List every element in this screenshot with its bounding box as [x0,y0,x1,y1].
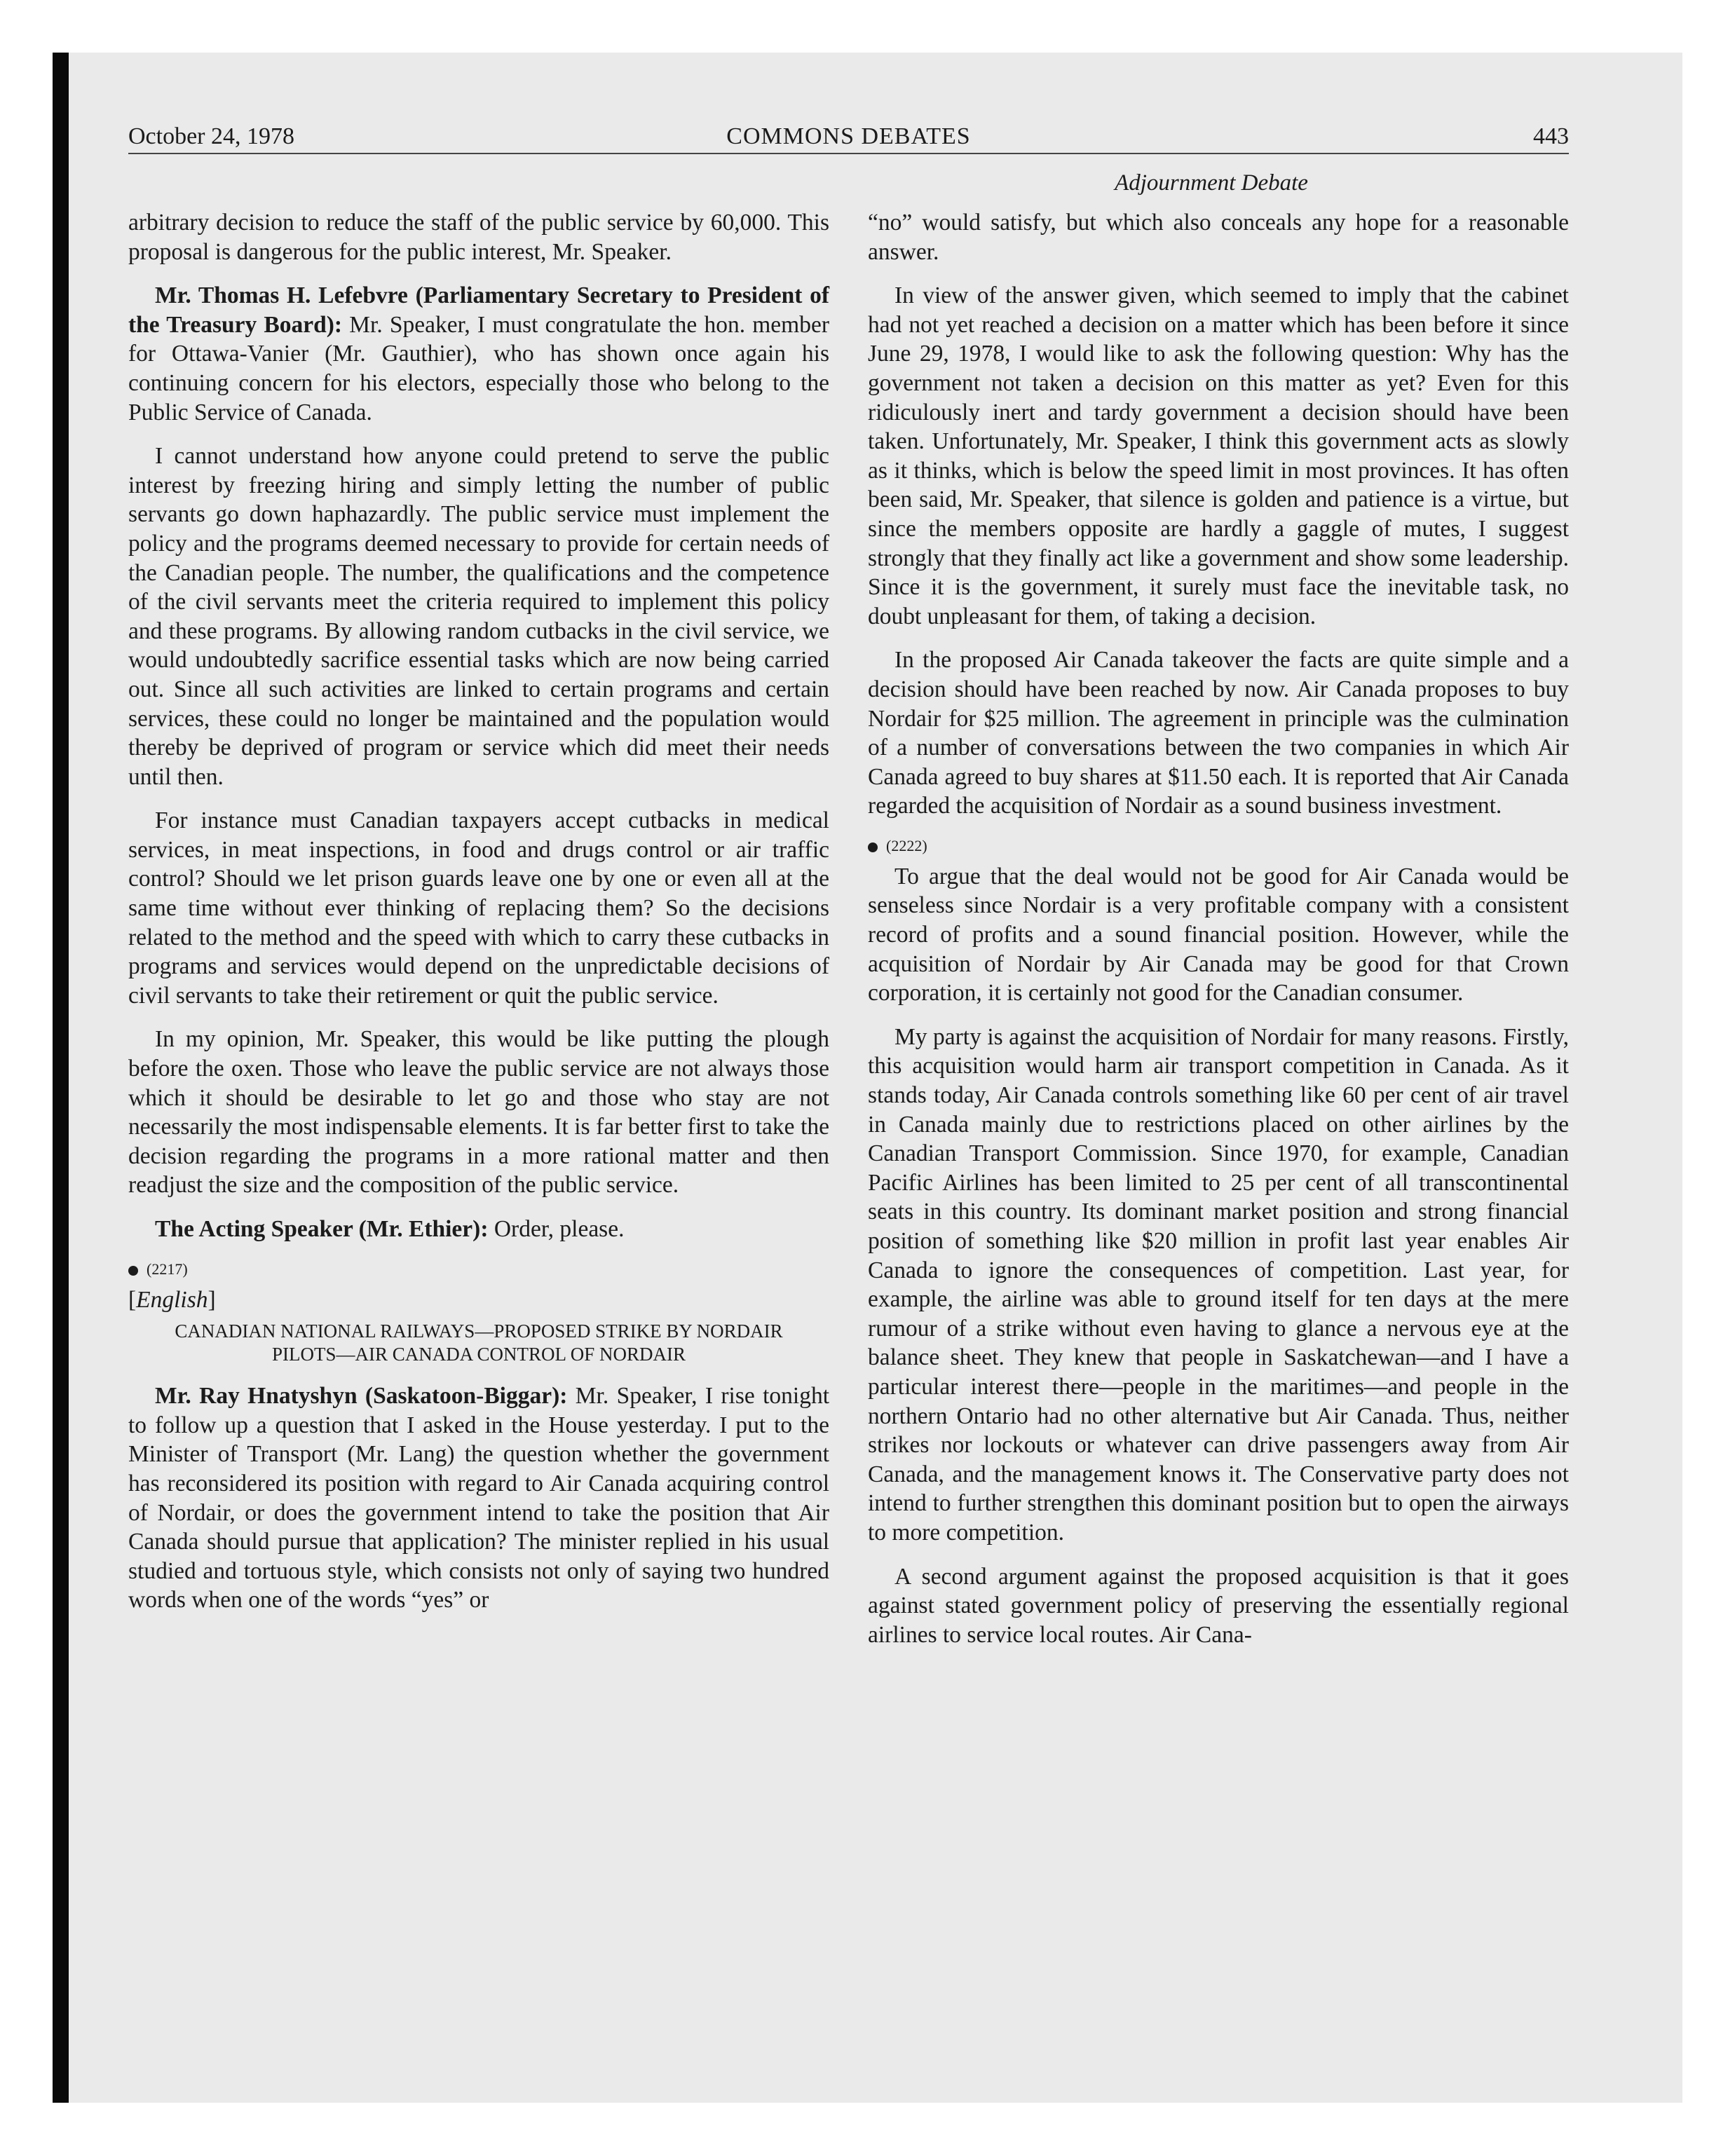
paragraph: “no” would satisfy, but which also conceals any hope for a reasonable answer. [868,210,1569,265]
section-title: Adjournment Debate [1115,170,1308,196]
time-marker [868,835,1569,857]
paragraph-text: Mr. Speaker, I must congratulate the hon. member for Ottawa-Vanier (Mr. Gauthier), who has shown once again his continuing concern for his electors, especially those who belong to the Public Service of Canada. [128,311,829,425]
right-column [868,208,1569,1664]
scan-edge [53,53,69,2103]
paragraph [128,281,829,427]
left-column [128,208,829,1630]
speaker-name: The Acting Speaker (Mr. Ethier): [155,1216,489,1242]
header-date: October 24, 1978 [128,123,295,149]
time-marker [128,1259,829,1280]
language-tag: [English] [128,1286,216,1313]
subheading: CANADIAN NATIONAL RAILWAYS—PROPOSED STRIKE BY NORDAIR PILOTS—AIR CANADA CONTROL OF NORDAIR [175,1321,783,1365]
time-marker-text: (2222) [886,836,927,854]
paragraph: My party is against the acquisition of Nordair for many reasons. Firstly, this acquisition would harm air transport competition in Canada. As it stands today, Air Canada controls something like 60 per cent of air travel in Canada mainly due to restrictions placed on other airlines by the Canadian Transport Commission. Since 1970, for example, Canadian Pacific Airlines has been limited to 25 per cent of all transcontinental seats in this country. Its dominant market position and strong financial position of something like $20 million in profit last year enables Air Canada to ignore the consequences of competition. Last year, for example, the airline was able to ground itself for ten days at the mere rumour of a strike without even having to glance a nervous eye at the balance sheet. They knew that people in Saskatchewan—and I have a particular interest there—people in the maritimes—and people in the northern Ontario had no other alternative but Air Canada. Thus, neither strikes nor lockouts or whatever can drive passengers away from Air Canada, and the management knows it. The Conservative party does not intend to further strengthen this dominant position but to open the airways to more competition. [868,1023,1569,1546]
paragraph: arbitrary decision to reduce the staff of the public service by 60,000. This proposal is dangerous for the public interest, Mr. Speaker. [128,210,829,265]
paragraph-text: Mr. Speaker, I rise tonight to follow up a question that I asked in the House yesterday. I put to the Minister of Transport (Mr. Lang) the question whether the government has reconsidered its position with regard to Air Canada acquiring control of Nordair, or does the government intend to take the position that Air Canada should pursue that application? The minister replied in his usual studied and tortuous style, which consists not only of saying two hundred words when one of the words “yes” or [128,1383,829,1613]
paragraph: In the proposed Air Canada takeover the facts are quite simple and a decision should have been reached by now. Air Canada proposes to buy Nordair for $25 million. The agreement in principle was the culmination of a number of conversations between the two companies in which Air Canada agreed to buy shares at $11.50 each. It is reported that Air Canada regarded the acquisition of Nordair as a sound business investment. [868,647,1569,819]
page-header [128,121,1569,154]
paragraph-text: Order, please. [488,1216,625,1242]
time-marker-text: (2217) [147,1260,188,1278]
speaker-name: Mr. Thomas H. Lefebvre (Parliamentary Secretary to President of the Treasury Board): [128,282,829,338]
bullet-icon [868,842,878,852]
paragraph: To argue that the deal would not be good for Air Canada would be senseless since Nordair is a very profitable company with a consistent record of profits and a sound financial position. However, while the acquisition of Nordair by Air Canada may be good for that Crown corporation, it is certainly not good for the Canadian consumer. [868,863,1569,1007]
paragraph [128,1381,829,1615]
paragraph: In view of the answer given, which seemed to imply that the cabinet had not yet reached a decision on a matter which has been before it since June 29, 1978, I would like to ask the following question: Why has the government not taken a decision on this matter as yet? Even for this ridiculously inert and tardy government a decision should have been taken. Unfortunately, Mr. Speaker, I think this government acts as slowly as it thinks, which is below the speed limit in most provinces. It has often been said, Mr. Speaker, that silence is golden and patience is a virtue, but since the members opposite are hardly a gaggle of mutes, I suggest strongly that they finally act like a government and show some leadership. Since it is the government, it surely must face the inevitable task, no doubt unpleasant for them, of taking a decision. [868,282,1569,629]
paragraph [128,1215,829,1244]
speaker-name: Mr. Ray Hnatyshyn (Saskatoon-Biggar): [155,1383,568,1410]
header-title: COMMONS DEBATES [726,123,971,149]
paragraph: I cannot understand how anyone could pretend to serve the public interest by freezing hiring and simply letting the number of public servants go down haphazardly. The public service must implement the policy and the programs deemed necessary to provide for certain needs of the Canadian people. The number, the qualifications and the competence of the civil servants meet the criteria required to implement this policy and these programs. By allowing random cutbacks in the civil service, we would undoubtedly sacrifice essential tasks which are now being carried out. Since all such activities are linked to certain programs and certain services, these could no longer be maintained and the population would thereby be deprived of program or service which did meet their needs until then. [128,443,829,790]
paragraph: In my opinion, Mr. Speaker, this would be like putting the plough before the oxen. Those who leave the public service are not always those which it should be desirable to let go and those who stay are not necessarily the most indispensable elements. It is far better first to take the decision regarding the programs in a more rational matter and then readjust the size and the composition of the public service. [128,1026,829,1199]
language-tag-text: English [136,1286,208,1313]
bullet-icon [128,1266,138,1276]
page-number: 443 [1533,123,1569,149]
paragraph: A second argument against the proposed acquisition is that it goes against stated government policy of preserving the essentially regional airlines to service local routes. Air Cana- [868,1563,1569,1648]
paragraph: For instance must Canadian taxpayers accept cutbacks in medical services, in meat inspections, in food and drugs control or air traffic control? Should we let prison guards leave one by one or even all at the same time without ever thinking of replacing them? So the decisions related to the method and the speed with which to carry these cutbacks in programs and services would depend on the unpredictable decisions of civil servants to take their retirement or quit the public service. [128,807,829,1009]
